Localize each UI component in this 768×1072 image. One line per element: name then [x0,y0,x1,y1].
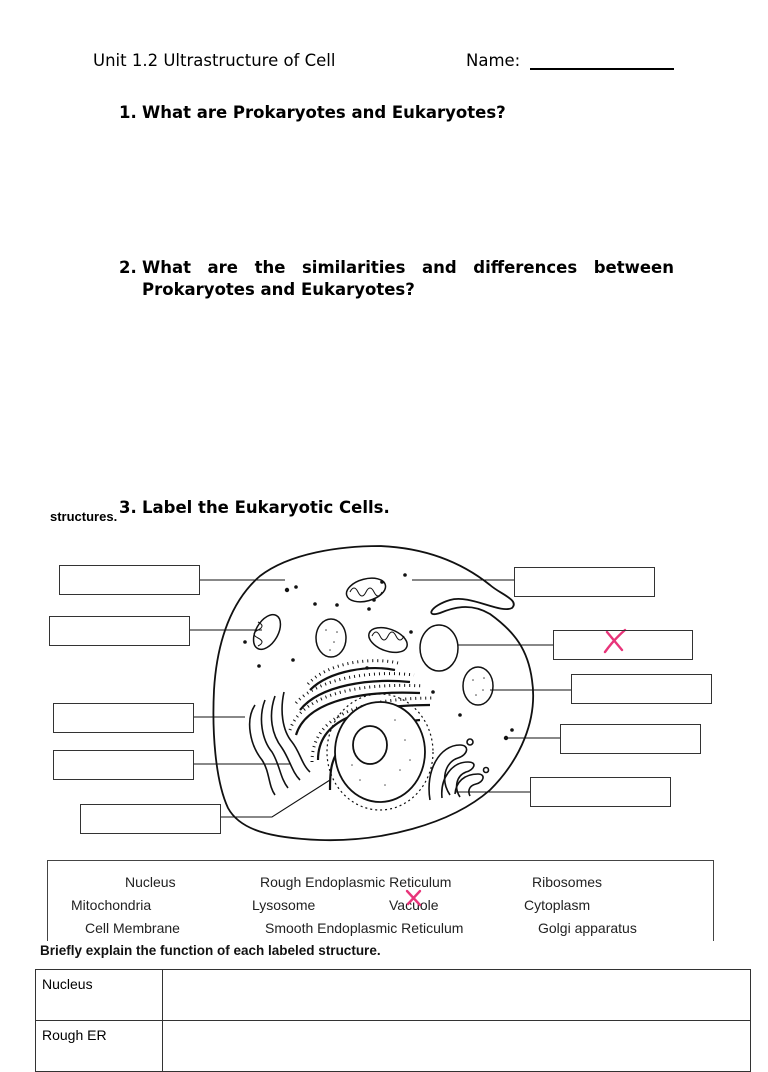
clipped-caption-text: structures. [50,509,118,524]
mitochondrion [248,610,286,654]
label-box[interactable] [530,777,671,807]
word-bank-item: Nucleus [125,874,176,890]
name-label: Name: [466,51,521,70]
table-row [36,1021,751,1072]
question-number: 2. [119,258,137,277]
mitochondrion [365,623,410,657]
function-answer-cell[interactable] [163,970,751,1021]
word-bank-item: Ribosomes [532,874,603,890]
word-bank-item: Lysosome [252,897,316,913]
x-mark-icon [404,888,424,908]
label-box[interactable] [53,703,194,733]
label-box[interactable] [49,616,190,646]
word-bank-item: Cell Membrane [85,920,180,936]
word-bank-item: Mitochondria [71,897,152,913]
question-text-line-1: What are the similarities and differences between [142,258,674,277]
label-box[interactable] [514,567,655,597]
word-bank-item: Vacuole [389,897,439,913]
structure-cell: Rough ER [36,1021,163,1072]
word-bank-item: Cytoplasm [524,897,591,913]
rough-er [310,668,395,690]
label-box-marked[interactable] [553,630,693,660]
structure-cell: Nucleus [36,970,163,1021]
table-row [36,970,751,1021]
label-box[interactable] [571,674,712,704]
function-table [35,969,751,1072]
label-box[interactable] [80,804,221,834]
question-number: 1. [119,103,137,122]
label-box[interactable] [59,565,200,595]
word-bank-item: Smooth Endoplasmic Reticulum [265,920,464,936]
word-bank [47,860,714,941]
question-text-line-2: Prokaryotes and Eukaryotes? [142,280,415,299]
worksheet-title: Unit 1.2 Ultrastructure of Cell [93,51,336,70]
clipped-caption [50,509,130,527]
label-box[interactable] [53,750,194,780]
mitochondrion [344,574,388,606]
nucleolus [353,726,387,764]
word-bank-item: Golgi apparatus [538,920,637,936]
question-text: What are Prokaryotes and Eukaryotes? [142,103,506,122]
question-text: Label the Eukaryotic Cells. [142,498,390,517]
vacuole [420,625,458,671]
word-bank-item: Rough Endoplasmic Reticulum [260,874,452,890]
question-number: 3. [119,498,137,517]
function-answer-cell[interactable] [163,1021,751,1072]
instruction-text: Briefly explain the function of each labeled structure. [40,943,381,958]
label-box[interactable] [560,724,701,754]
name-field-line[interactable] [530,68,674,70]
lysosome [316,619,346,657]
vesicle [463,667,493,705]
